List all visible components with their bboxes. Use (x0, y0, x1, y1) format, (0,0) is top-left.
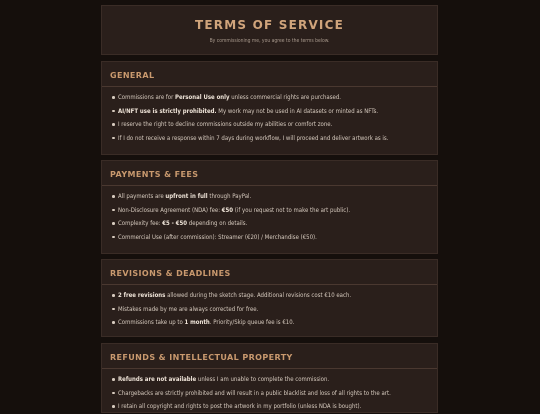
page-title: TERMS OF SERVICE (195, 18, 344, 32)
page-subtitle: By commissioning me, you agree to the terms below. (209, 38, 330, 44)
section-title-general: GENERAL (110, 71, 155, 80)
payments-list (102, 186, 437, 244)
list-item: AI/NFT use is strictly prohibited. My work may not be used in AI datasets or minted as NFTs. (112, 105, 437, 119)
list-item: Non-Disclosure Agreement (NDA) fee: €50 (if you request not to make the art public). (112, 204, 437, 218)
list-item: Refunds are not available unless I am unable to complete the commission. (112, 373, 437, 387)
section-title-payments: PAYMENTS & FEES (110, 170, 199, 179)
section-revisions (101, 259, 438, 337)
list-item: Complexity fee: €5 - €50 depending on details. (112, 217, 437, 231)
list-item: If I do not receive a response within 7 days during workflow, I will proceed and deliver artwork as is. (112, 132, 437, 146)
section-payments (101, 160, 438, 254)
section-title-refunds: REFUNDS & INTELLECTUAL PROPERTY (110, 353, 293, 362)
general-list (102, 87, 437, 145)
list-item: Commercial Use (after commission): Streamer (€20) / Merchandise (€50). (112, 231, 437, 245)
revisions-list (102, 285, 437, 330)
list-item: I retain all copyright and rights to post the artwork in my portfolio (unless NDA is bought). (112, 400, 437, 414)
list-item: Commissions take up to 1 month. Priority/Skip queue fee is €10. (112, 316, 437, 330)
tos-header-card (101, 5, 438, 55)
section-title-revisions: REVISIONS & DEADLINES (110, 269, 231, 278)
list-item: Mistakes made by me are always corrected for free. (112, 303, 437, 317)
section-refunds (101, 343, 438, 413)
list-item: Commissions are for Personal Use only unless commercial rights are purchased. (112, 91, 437, 105)
refunds-list (102, 369, 437, 414)
list-item: I reserve the right to decline commissions outside my abilities or comfort zone. (112, 118, 437, 132)
list-item: All payments are upfront in full through PayPal. (112, 190, 437, 204)
list-item: Chargebacks are strictly prohibited and will result in a public blacklist and loss of all rights to the art. (112, 387, 437, 401)
section-general (101, 61, 438, 155)
list-item: 2 free revisions allowed during the sketch stage. Additional revisions cost €10 each. (112, 289, 437, 303)
